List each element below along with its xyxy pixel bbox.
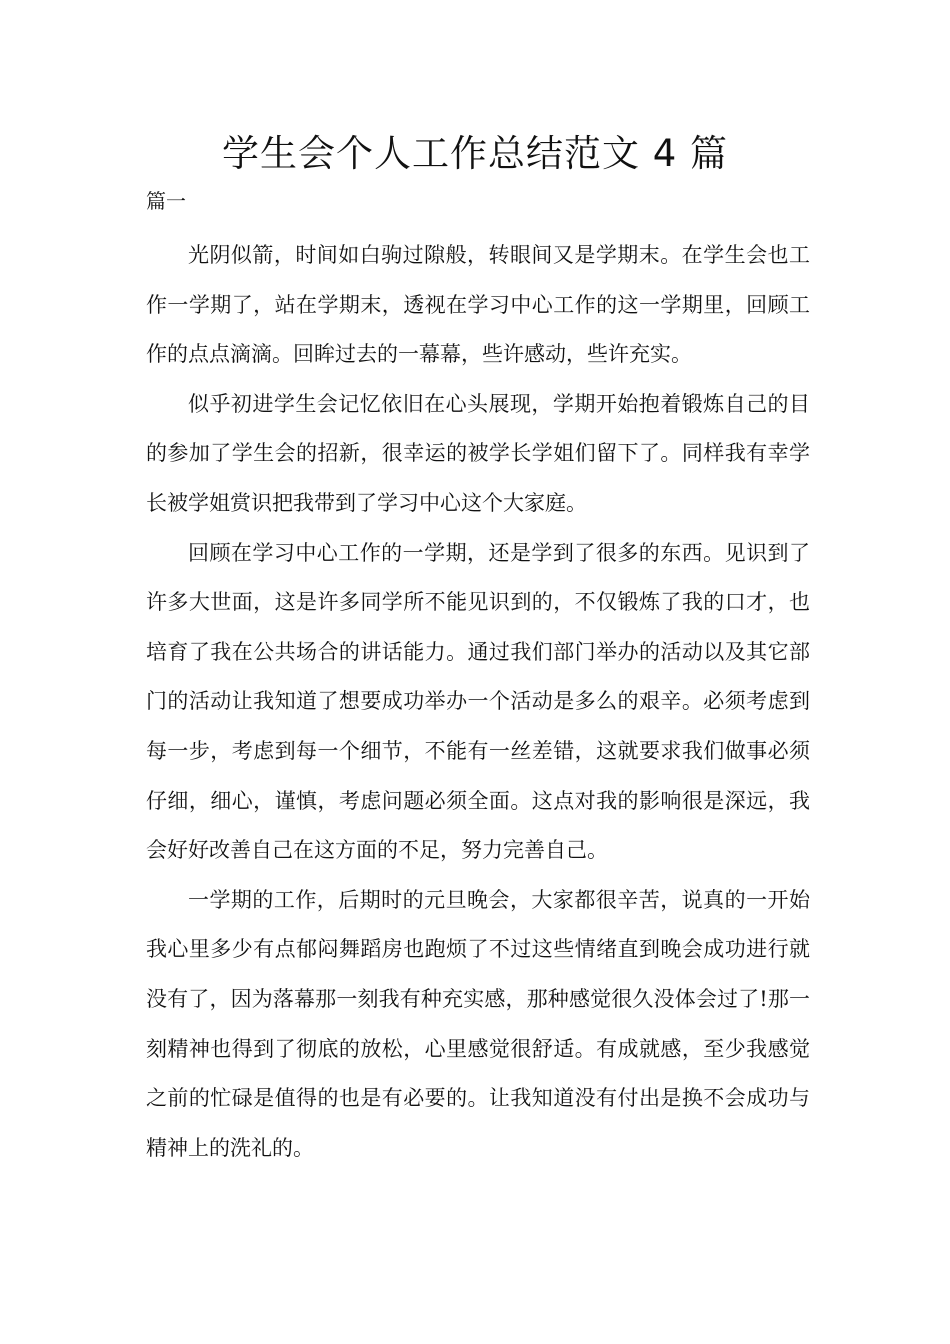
paragraph: 一学期的工作，后期时的元旦晚会，大家都很辛苦，说真的一开始我心里多少有点郁闷舞蹈房也跑烦了不过这些情绪直到晚会成功进行就没有了，因为落幕那一刻我有种充实感，那种感觉很久没体会过了!那一刻精神也得到了彻底的放松，心里感觉很舒适。有成就感，至少我感觉之前的忙碌是值得的也是有必要的。让我知道没有付出是换不会成功与精神上的洗礼的。: [146, 887, 810, 1160]
paragraph: 似乎初进学生会记忆依旧在心头展现，学期开始抱着锻炼自己的目的参加了学生会的招新，很幸运的被学长学姐们留下了。同样我有幸学长被学姐赏识把我带到了学习中心这个大家庭。: [146, 391, 810, 515]
section-label: 篇一: [146, 189, 186, 213]
document-title: 学生会个人工作总结范文 4 篇: [221, 132, 729, 175]
document-body: [146, 231, 810, 1173]
paragraph: 光阴似箭，时间如白驹过隙般，转眼间又是学期末。在学生会也工作一学期了，站在学期末，透视在学习中心工作的这一学期里，回顾工作的点点滴滴。回眸过去的一幕幕，些许感动，些许充实。: [146, 243, 810, 367]
paragraph: 回顾在学习中心工作的一学期，还是学到了很多的东西。见识到了许多大世面，这是许多同学所不能见识到的，不仅锻炼了我的口才，也培育了我在公共场合的讲话能力。通过我们部门举办的活动以及其它部门的活动让我知道了想要成功举办一个活动是多么的艰辛。必须考虑到每一步，考虑到每一个细节，不能有一丝差错，这就要求我们做事必须仔细，细心，谨慎，考虑问题必须全面。这点对我的影响很是深远，我会好好改善自己在这方面的不足，努力完善自己。: [146, 540, 810, 863]
